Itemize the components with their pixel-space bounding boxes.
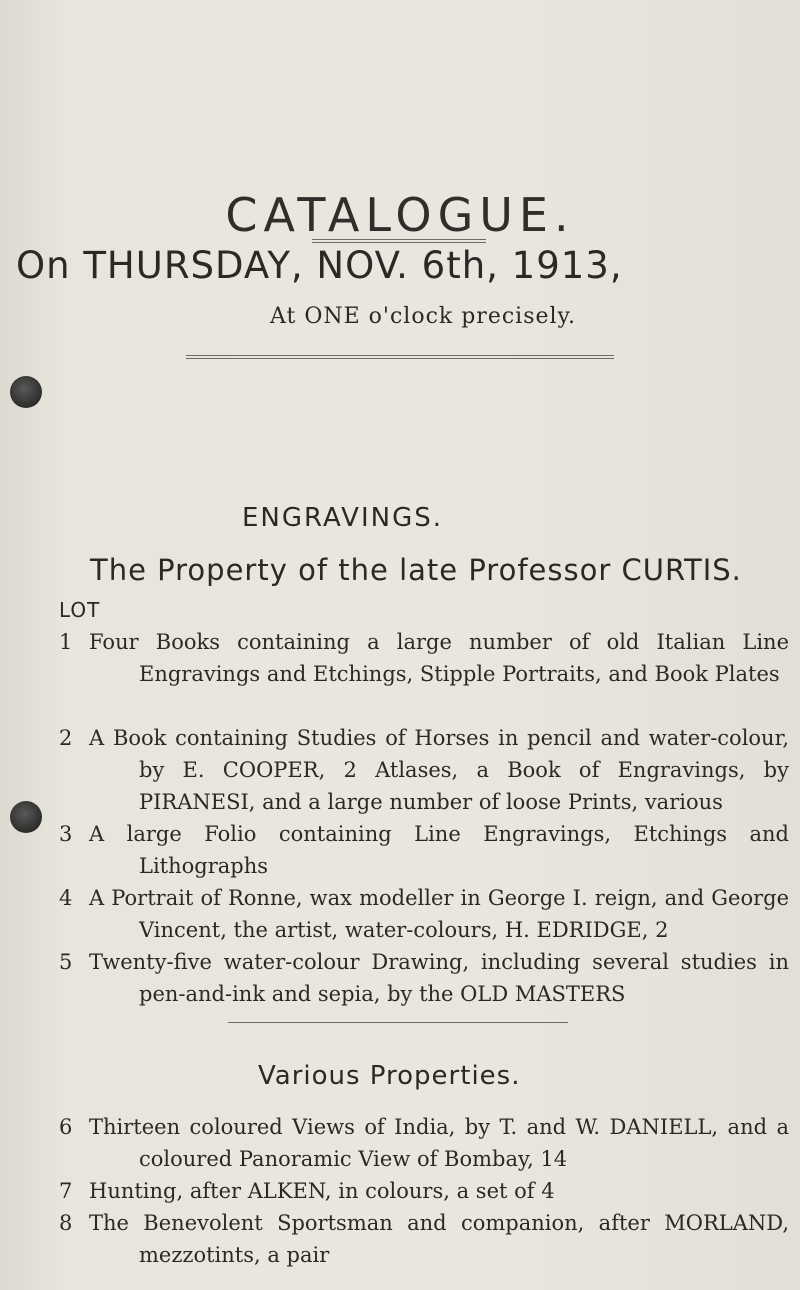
lot-number: 1 [59,630,73,654]
lot-item [59,1175,789,1207]
property-line: The Property of the late Professor CURTIS. [90,553,742,587]
lot-item [59,946,789,1010]
section-heading-various: Various Properties. [258,1061,521,1091]
lot-description: A Portrait of Ronne, wax modeller in George I. reign, and George Vincent, the artist, water-colours, H. EDRIDGE, 2 [89,886,789,942]
lot-number: 6 [59,1115,73,1139]
lot-number: 7 [59,1179,73,1203]
lot-number: 5 [59,950,73,974]
lot-item [59,722,789,818]
sale-time: At ONE o'clock precisely. [270,304,577,329]
lot-item [59,1207,789,1271]
lot-column-header: LOT [59,598,101,622]
section-divider [228,1022,568,1023]
sale-date: On THURSDAY, NOV. 6th, 1913, [16,244,623,287]
lot-number: 3 [59,822,73,846]
lot-item [59,818,789,882]
header-rule [186,355,614,359]
lot-description: A Book containing Studies of Horses in pencil and water-colour, by E. COOPER, 2 Atlases, a Book of Engravings, by PIRANESI, and a large number of loose Prints, various [89,726,789,814]
lot-number: 2 [59,726,73,750]
catalogue-title: CATALOGUE. [225,188,575,242]
lot-item [59,626,789,690]
binding-hole-top [10,376,42,408]
lot-item [59,882,789,946]
lot-item [59,1111,789,1175]
lot-description: Thirteen coloured Views of India, by T. and W. DANIELL, and a coloured Panoramic View of Bombay, 14 [89,1115,789,1171]
binding-hole-bottom [10,801,42,833]
lot-description: Hunting, after ALKEN, in colours, a set of 4 [89,1179,555,1203]
lot-number: 4 [59,886,73,910]
title-rule [312,239,486,243]
lot-number: 8 [59,1211,73,1235]
lot-description: The Benevolent Sportsman and companion, after MORLAND, mezzotints, a pair [89,1211,789,1267]
lot-description: Twenty-five water-colour Drawing, including several studies in pen-and-ink and sepia, by the OLD MASTERS [89,950,789,1006]
lot-description: Four Books containing a large number of old Italian Line Engravings and Etchings, Stipple Portraits, and Book Plates [89,630,789,686]
section-heading-engravings: ENGRAVINGS. [242,503,443,533]
lot-description: A large Folio containing Line Engravings, Etchings and Lithographs [89,822,789,878]
